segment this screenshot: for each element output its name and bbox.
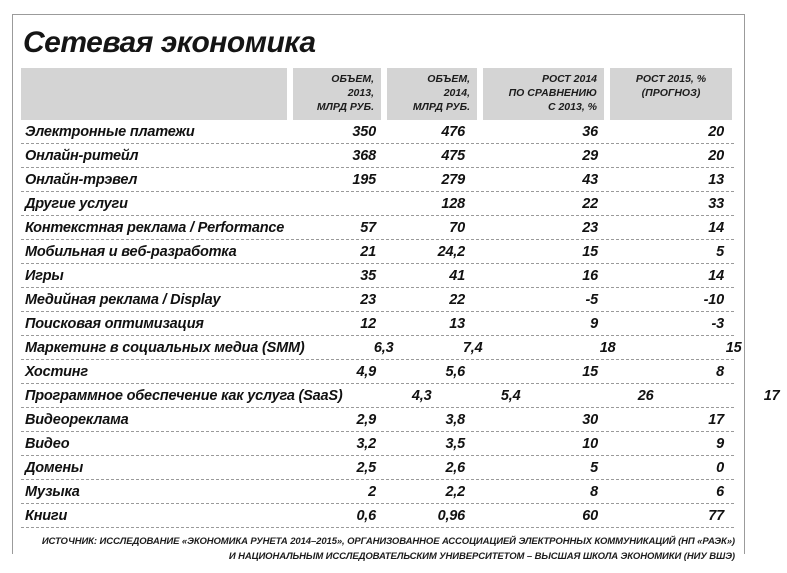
- source-line-1: ИСТОЧНИК: ИССЛЕДОВАНИЕ «ЭКОНОМИКА РУНЕТА 2014–2015», ОРГАНИЗОВАННОЕ АССОЦИАЦИЕЙ ЭЛЕКТРОННЫХ КОММУНИКАЦИЙ (НП «РАЭК»): [41, 535, 735, 547]
- cell-volume-2013: 4,9: [356, 363, 376, 380]
- row-label-segment: Онлайн-ритейл: [25, 147, 139, 164]
- table-row: [21, 360, 734, 384]
- cell-volume-2013: 21: [360, 243, 376, 260]
- table-row: [21, 144, 734, 168]
- cell-growth-2014: 9: [590, 315, 598, 332]
- row-label-segment: Программное обеспечение как услуга (SaaS): [25, 387, 343, 404]
- cell-volume-2014: 3,5: [445, 435, 465, 452]
- table-row: [21, 264, 734, 288]
- row-label-segment: Домены: [25, 459, 84, 476]
- cell-growth-2015-forecast: 8: [716, 363, 724, 380]
- cell-growth-2015-forecast: 5: [716, 243, 724, 260]
- header-cell-category: [21, 68, 287, 120]
- cell-growth-2014: 22: [582, 195, 598, 212]
- row-label-segment: Хостинг: [25, 363, 88, 380]
- cell-volume-2014: 24,2: [437, 243, 465, 260]
- cell-volume-2014: 475: [441, 147, 465, 164]
- cell-volume-2014: 2,2: [445, 483, 465, 500]
- row-label-segment: Видеореклама: [25, 411, 129, 428]
- cell-volume-2014: 5,6: [445, 363, 465, 380]
- source-line-2: И НАЦИОНАЛЬНЫМ ИССЛЕДОВАТЕЛЬСКИМ УНИВЕРСИТЕТОМ – ВЫСШАЯ ШКОЛА ЭКОНОМИКИ (НИУ ВШЭ): [228, 551, 735, 563]
- row-label-segment: Мобильная и веб-разработка: [25, 243, 237, 260]
- cell-volume-2014: 13: [449, 315, 465, 332]
- row-label-segment: Медийная реклама / Display: [25, 291, 221, 308]
- header-cell-volume-2014: ОБЪЕМ, 2014, МЛРД РУБ.: [387, 68, 477, 120]
- cell-growth-2015-forecast: 15: [725, 339, 742, 356]
- cell-volume-2014: 41: [449, 267, 465, 284]
- table-row: [21, 120, 734, 144]
- cell-growth-2014: 15: [582, 363, 598, 380]
- table-row: [21, 408, 734, 432]
- table-row: [21, 432, 734, 456]
- row-label-segment: Поисковая оптимизация: [25, 315, 204, 332]
- cell-growth-2015-forecast: 14: [708, 267, 724, 284]
- table-row: [21, 384, 780, 408]
- table-body: [21, 120, 780, 528]
- cell-growth-2014: 43: [582, 171, 598, 188]
- cell-volume-2013: 35: [360, 267, 376, 284]
- cell-volume-2013: 0,6: [356, 507, 376, 524]
- cell-growth-2015-forecast: -10: [703, 291, 724, 308]
- table-row: [21, 504, 734, 528]
- cell-volume-2013: 3,2: [356, 435, 376, 452]
- cell-growth-2014: 23: [582, 219, 598, 236]
- table-row: [21, 216, 734, 240]
- cell-volume-2014: 2,6: [445, 459, 465, 476]
- row-label-segment: Онлайн-трэвел: [25, 171, 138, 188]
- table-row: [21, 336, 742, 360]
- row-label-segment: Другие услуги: [25, 195, 128, 212]
- cell-growth-2014: 29: [582, 147, 598, 164]
- cell-volume-2014: 128: [441, 195, 465, 212]
- table-row: [21, 480, 734, 504]
- table-row: [21, 288, 734, 312]
- source-note: [21, 534, 735, 565]
- cell-volume-2013: 368: [352, 147, 376, 164]
- cell-growth-2014: 26: [637, 387, 654, 404]
- cell-volume-2014: 5,4: [500, 387, 521, 404]
- page-title: Сетевая экономика: [23, 26, 316, 59]
- cell-growth-2015-forecast: 0: [716, 459, 724, 476]
- header-cell-volume-2013: ОБЪЕМ, 2013, МЛРД РУБ.: [293, 68, 381, 120]
- table-header-row: [21, 68, 734, 120]
- cell-volume-2013: 2,5: [356, 459, 376, 476]
- cell-growth-2015-forecast: 20: [708, 147, 724, 164]
- cell-growth-2014: 8: [590, 483, 598, 500]
- cell-growth-2015-forecast: 17: [763, 387, 780, 404]
- cell-volume-2014: 476: [441, 123, 465, 140]
- cell-volume-2014: 3,8: [445, 411, 465, 428]
- cell-volume-2013: 2,9: [356, 411, 376, 428]
- row-label-segment: Книги: [25, 507, 68, 524]
- cell-growth-2014: 18: [599, 339, 616, 356]
- cell-growth-2014: 36: [582, 123, 598, 140]
- table-row: [21, 456, 734, 480]
- cell-growth-2014: 5: [590, 459, 598, 476]
- row-label-segment: Музыка: [25, 483, 80, 500]
- cell-volume-2014: 70: [449, 219, 465, 236]
- row-label-segment: Видео: [25, 435, 70, 452]
- network-economy-table: [21, 68, 780, 528]
- table-row: [21, 312, 734, 336]
- cell-volume-2014: 7,4: [462, 339, 483, 356]
- cell-volume-2013: 350: [352, 123, 376, 140]
- row-label-segment: Контекстная реклама / Performance: [25, 219, 285, 236]
- cell-growth-2014: 15: [582, 243, 598, 260]
- cell-volume-2013: 195: [352, 171, 376, 188]
- cell-growth-2015-forecast: 9: [716, 435, 724, 452]
- cell-growth-2014: 30: [582, 411, 598, 428]
- cell-growth-2015-forecast: -3: [711, 315, 724, 332]
- cell-growth-2015-forecast: 13: [708, 171, 724, 188]
- cell-growth-2015-forecast: 6: [716, 483, 724, 500]
- cell-growth-2015-forecast: 77: [708, 507, 724, 524]
- cell-growth-2014: -5: [585, 291, 598, 308]
- cell-growth-2014: 60: [582, 507, 598, 524]
- cell-growth-2015-forecast: 14: [708, 219, 724, 236]
- header-cell-growth-2015-forecast: РОСТ 2015, % (ПРОГНОЗ): [610, 68, 732, 120]
- cell-growth-2015-forecast: 33: [708, 195, 724, 212]
- cell-volume-2013: 2: [368, 483, 376, 500]
- table-row: [21, 192, 734, 216]
- cell-growth-2015-forecast: 17: [708, 411, 724, 428]
- cell-volume-2013: 12: [360, 315, 376, 332]
- cell-volume-2014: 0,96: [437, 507, 465, 524]
- cell-volume-2014: 22: [449, 291, 465, 308]
- table-row: [21, 240, 734, 264]
- cell-growth-2014: 16: [582, 267, 598, 284]
- row-label-segment: Маркетинг в социальных медиа (SMM): [25, 339, 305, 356]
- infographic-card: [12, 14, 780, 563]
- row-label-segment: Игры: [25, 267, 64, 284]
- cell-growth-2015-forecast: 20: [708, 123, 724, 140]
- cell-volume-2013: 6,3: [373, 339, 394, 356]
- cell-volume-2013: 4,3: [411, 387, 432, 404]
- cell-volume-2013: 57: [360, 219, 376, 236]
- cell-growth-2014: 10: [582, 435, 598, 452]
- header-cell-growth-2014: РОСТ 2014 ПО СРАВНЕНИЮ С 2013, %: [483, 68, 604, 120]
- cell-volume-2014: 279: [441, 171, 465, 188]
- table-row: [21, 168, 734, 192]
- cell-volume-2013: 23: [360, 291, 376, 308]
- row-label-segment: Электронные платежи: [25, 123, 195, 140]
